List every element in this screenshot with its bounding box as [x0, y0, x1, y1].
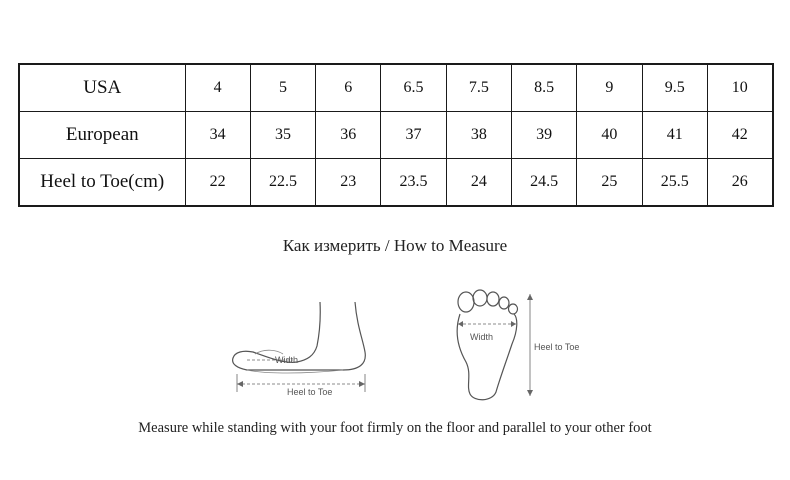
size-cell: 41	[642, 112, 707, 159]
row-label: Heel to Toe(cm)	[19, 159, 185, 207]
size-cell: 23	[316, 159, 381, 207]
size-cell: 35	[250, 112, 315, 159]
size-cell: 9.5	[642, 64, 707, 112]
size-chart-table	[18, 63, 774, 207]
size-cell: 36	[316, 112, 381, 159]
side-width-label: Width	[275, 355, 299, 365]
size-cell: 25.5	[642, 159, 707, 207]
size-cell: 26	[707, 159, 772, 207]
how-to-measure-title: Как измерить / How to Measure	[282, 236, 508, 255]
size-cell: 22	[185, 159, 250, 207]
size-cell: 38	[446, 112, 511, 159]
size-cell: 4	[185, 64, 250, 112]
row-label: USA	[19, 64, 185, 112]
size-cell: 7.5	[446, 64, 511, 112]
size-row	[19, 159, 773, 207]
size-cell: 23.5	[381, 159, 446, 207]
sole-width-label: Width	[470, 332, 494, 342]
size-cell: 22.5	[250, 159, 315, 207]
side-length-label: Heel to Toe	[287, 387, 333, 397]
size-cell: 8.5	[511, 64, 576, 112]
size-cell: 5	[250, 64, 315, 112]
size-cell: 24	[446, 159, 511, 207]
size-cell: 25	[577, 159, 642, 207]
size-cell: 9	[577, 64, 642, 112]
row-label: European	[19, 112, 185, 159]
size-cell: 24.5	[511, 159, 576, 207]
foot-side-icon	[225, 296, 385, 406]
size-cell: 34	[185, 112, 250, 159]
size-row	[19, 112, 773, 159]
foot-sole-icon	[448, 288, 608, 408]
measurement-instructions: Measure while standing with your foot firmly on the floor and parallel to your other foot	[138, 420, 652, 436]
size-cell: 6.5	[381, 64, 446, 112]
size-cell: 40	[577, 112, 642, 159]
sole-length-label: Heel to Toe	[534, 342, 580, 352]
size-cell: 6	[316, 64, 381, 112]
size-row	[19, 64, 773, 112]
size-cell: 42	[707, 112, 772, 159]
size-cell: 39	[511, 112, 576, 159]
size-cell: 10	[707, 64, 772, 112]
size-cell: 37	[381, 112, 446, 159]
